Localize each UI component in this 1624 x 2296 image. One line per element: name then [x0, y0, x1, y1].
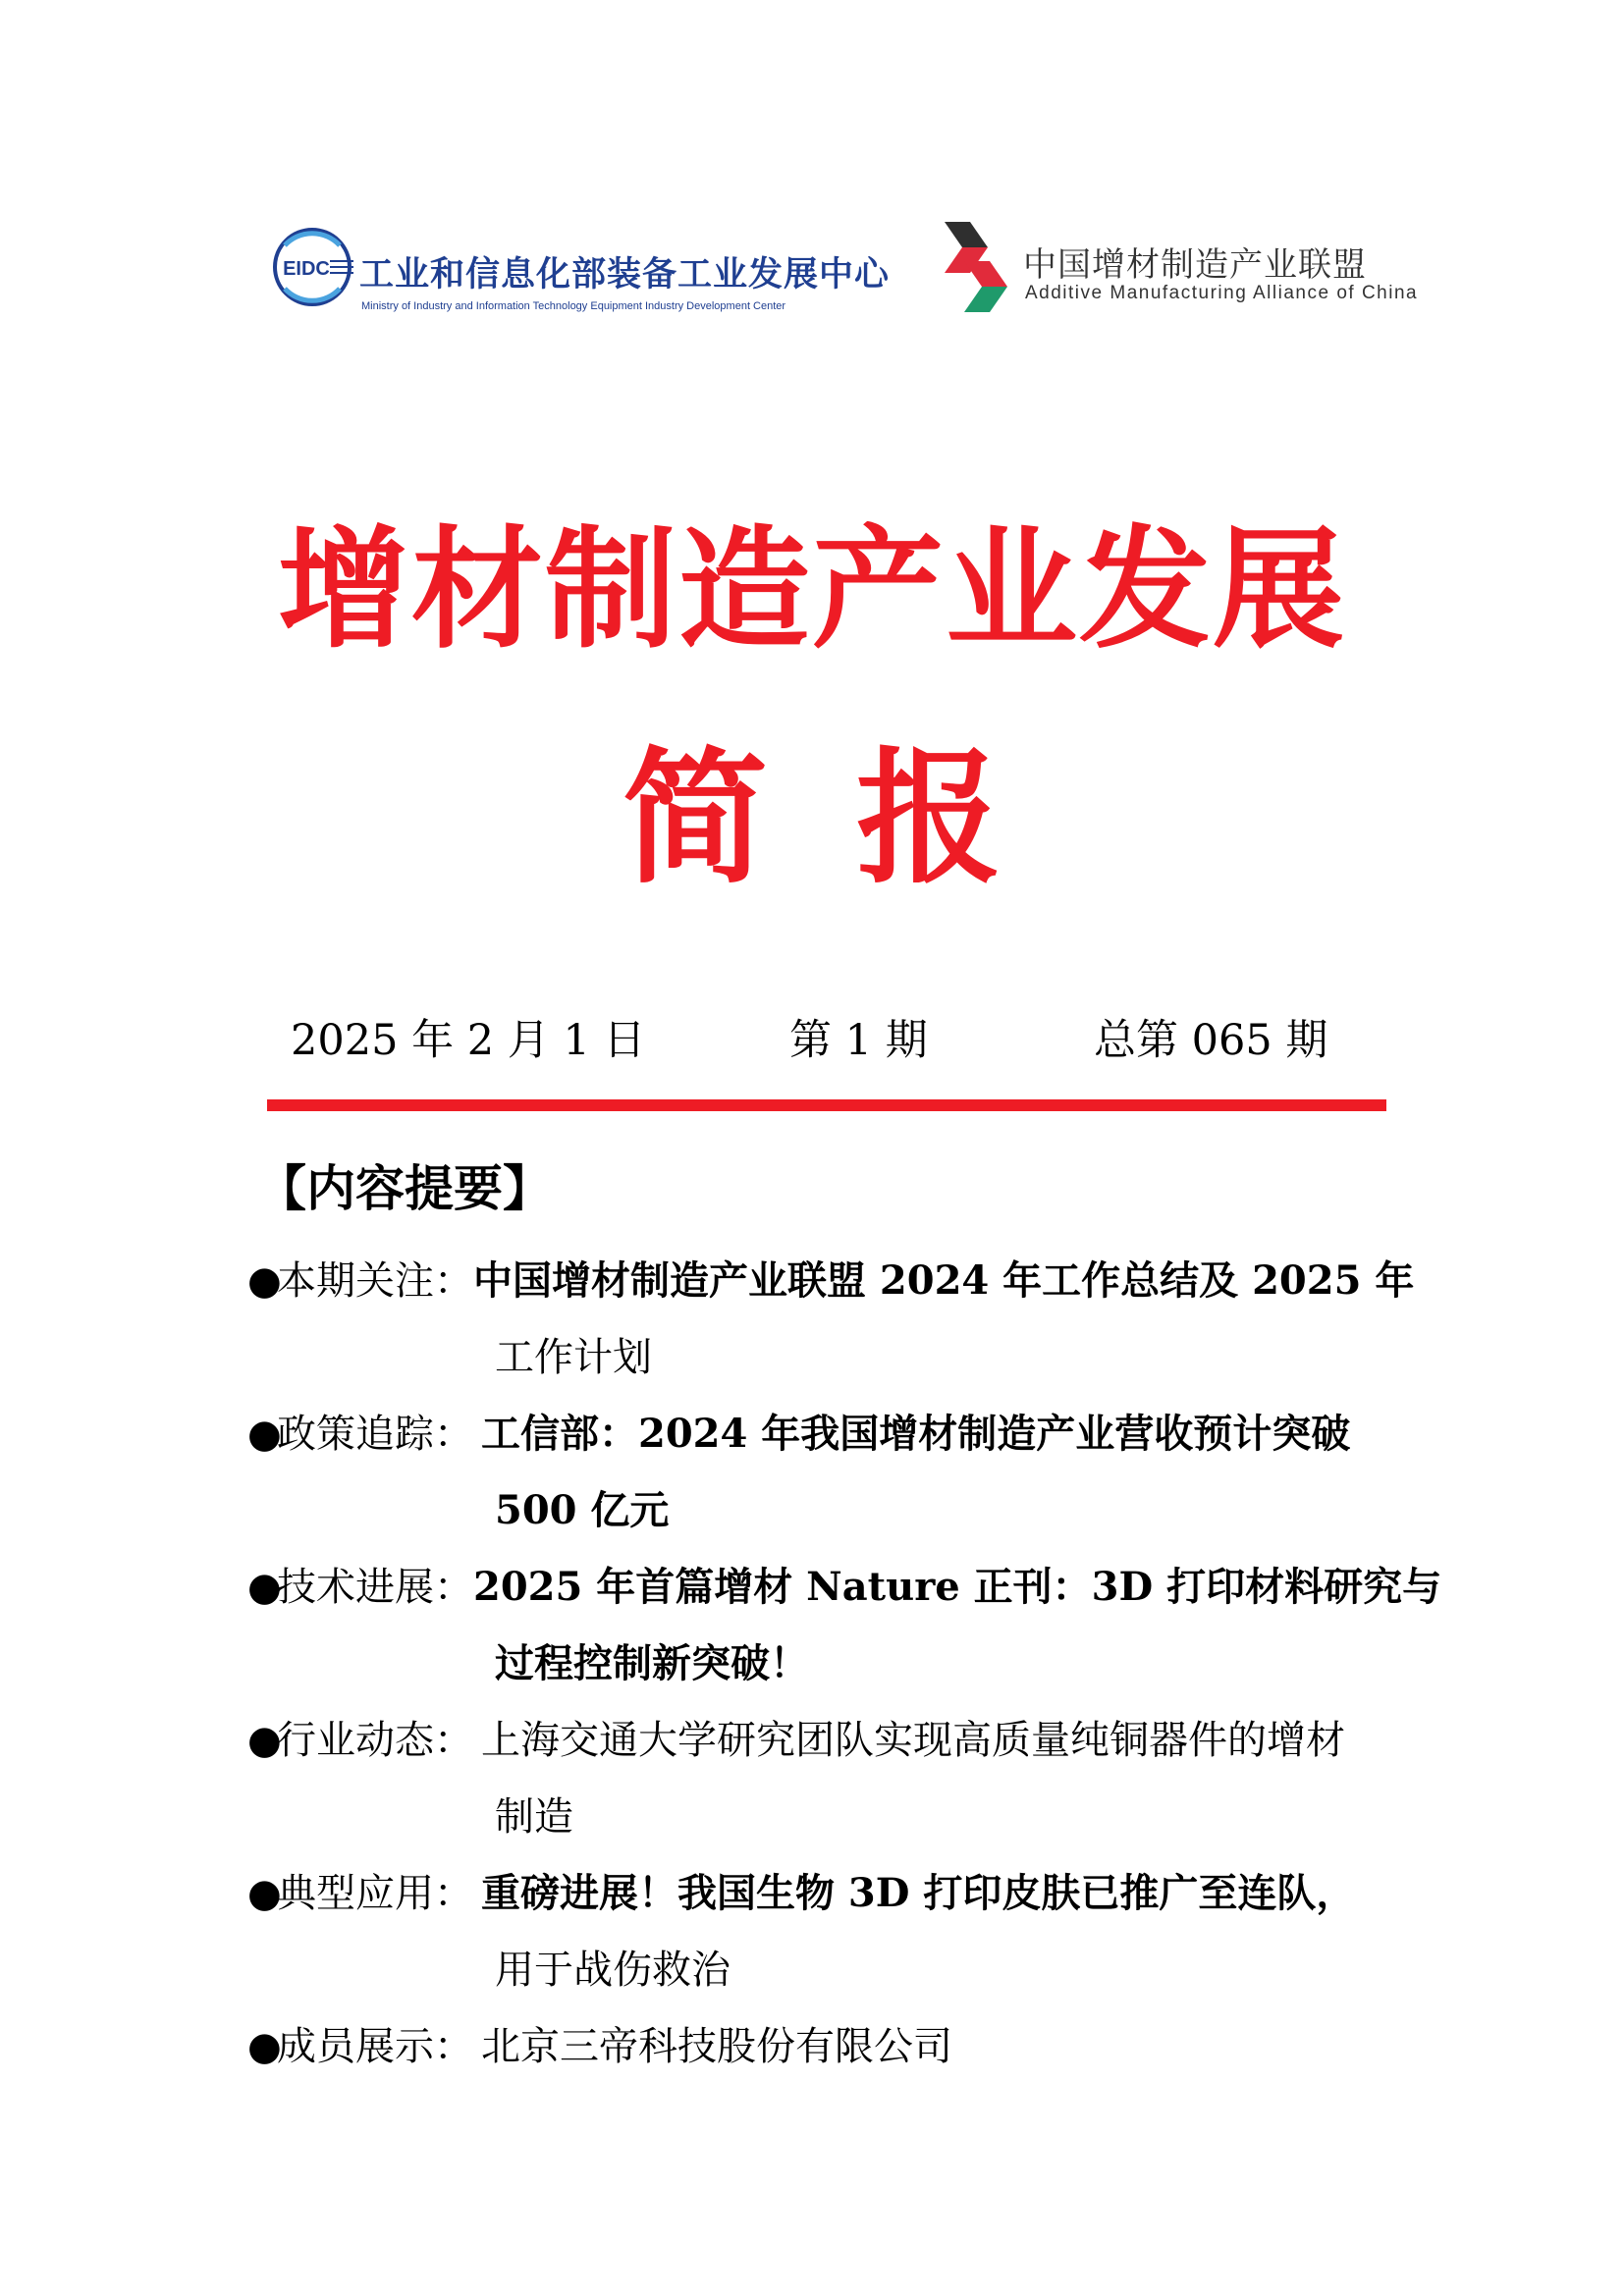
- list-item: [247, 2008, 1396, 2085]
- bullet-icon: ●: [247, 1565, 282, 1610]
- eidc-emblem-icon: [271, 226, 353, 308]
- item-text: 2025 年首篇增材 Nature 正刊：3D 打印材料研究与: [473, 1564, 1442, 1610]
- item-text-continued: 用于战伤救治: [495, 1948, 731, 1993]
- eidc-name-en: Ministry of Industry and Information Technology Equipment Industry Development Center: [361, 300, 786, 312]
- item-text: 工信部：2024 年我国增材制造产业营收预计突破: [481, 1411, 1351, 1457]
- item-text: 上海交通大学研究团队实现高质量纯铜器件的增材: [481, 1718, 1345, 1763]
- amac-logo: [941, 212, 1419, 320]
- header-logos: [0, 212, 1624, 320]
- summary-heading: 【内容提要】: [257, 1160, 552, 1217]
- item-text-continued: 工作计划: [495, 1335, 652, 1380]
- eidc-mark-text: EIDC: [283, 258, 330, 280]
- bullet-icon: ●: [247, 2024, 282, 2069]
- bullet-icon: ●: [247, 1718, 282, 1763]
- eidc-logo: [271, 226, 891, 312]
- list-item: [247, 1243, 1415, 1396]
- summary-list: [247, 1243, 1442, 2085]
- issue-date: 2025 年 2 月 1 日: [291, 1016, 646, 1065]
- list-item: [247, 1549, 1442, 1702]
- report-title: 增材制造产业发展: [277, 511, 1346, 667]
- item-label: 行业动态：: [277, 1718, 473, 1763]
- item-text: 中国增材制造产业联盟 2024 年工作总结及 2025 年: [473, 1257, 1415, 1304]
- item-text: 重磅进展！我国生物 3D 打印皮肤已推广至连队，: [481, 1870, 1356, 1916]
- amac-name-cn: 中国增材制造产业联盟: [1023, 245, 1367, 285]
- amac-chevron-icon: [941, 218, 1009, 316]
- item-label: 成员展示：: [277, 2024, 473, 2069]
- item-label: 政策追踪：: [277, 1412, 473, 1457]
- list-item: [247, 1702, 1396, 1855]
- eidc-name-cn: 工业和信息化部装备工业发展中心: [359, 255, 891, 294]
- item-text-continued: 500 亿元: [495, 1487, 670, 1533]
- bullet-icon: ●: [247, 1871, 282, 1916]
- bullet-icon: ●: [247, 1412, 282, 1457]
- list-item: [247, 1396, 1396, 1549]
- item-label: 本期关注：: [277, 1258, 473, 1304]
- issue-number: 第 1 期: [789, 1016, 928, 1065]
- item-text-continued: 过程控制新突破！: [495, 1640, 809, 1686]
- list-item: [247, 1855, 1396, 2008]
- issue-info: [0, 1011, 1624, 1070]
- amac-name-en: Additive Manufacturing Alliance of China: [1025, 283, 1419, 303]
- item-label: 技术进展：: [277, 1565, 473, 1610]
- issue-total: 总第 065 期: [1094, 1016, 1328, 1065]
- red-divider: [267, 1099, 1386, 1111]
- item-text-continued: 制造: [495, 1794, 573, 1840]
- report-subtitle: 简报: [623, 732, 1090, 903]
- item-label: 典型应用：: [277, 1871, 473, 1916]
- bullet-icon: ●: [247, 1258, 282, 1304]
- item-text: 北京三帝科技股份有限公司: [481, 2024, 952, 2069]
